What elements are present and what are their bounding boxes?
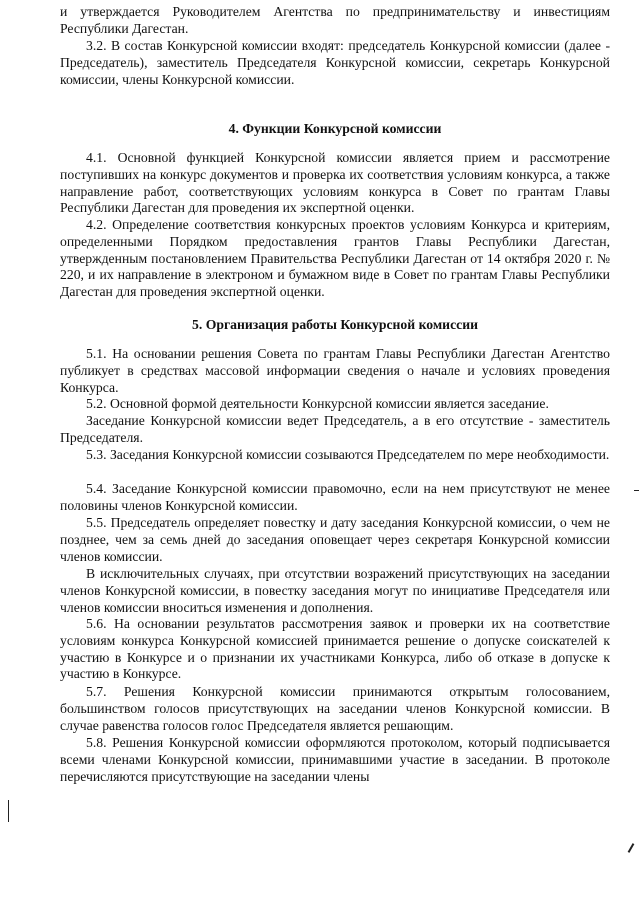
paragraph-5-4: 5.4. Заседание Конкурсной комиссии правомочно, если на нем присутствуют не менее половины членов Конкурсной комиссии. [60, 481, 610, 513]
paragraph-5-3: 5.3. Заседания Конкурсной комиссии созываются Председателем по мере необходимости. [86, 447, 610, 462]
paragraph-5-2-cont: Заседание Конкурсной комиссии ведет Председатель, а в его отсутствие - заместитель Председателя. [60, 413, 610, 445]
scan-mark-right [628, 843, 635, 853]
section-heading-5: 5. Организация работы Конкурсной комиссии [192, 317, 478, 332]
paragraph-5-6: 5.6. На основании результатов рассмотрения заявок и проверки их на соответствие условиям конкурса Конкурсной комиссией принимается решение о допуске соискателей к участию в Конкурсе и о признании их участниками Конкурса, либо об отказе в допуске к участию в Конкурсе. [60, 616, 610, 682]
paragraph-continuation: и утверждается Руководителем Агентства по предпринимательству и инвестициям Республики Дагестан. [60, 4, 610, 36]
paragraph-3-2: 3.2. В состав Конкурсной комиссии входят: председатель Конкурсной комиссии (далее - Председатель), заместитель Председателя Конкурсной комиссии, секретарь Конкурсной комиссии, члены Конкурсной комиссии. [60, 38, 610, 87]
paragraph-5-7: 5.7. Решения Конкурсной комиссии принимаются открытым голосованием, большинством голосов присутствующих на заседании членов Конкурсной комиссии. В случае равенства голосов голос Председателя является решающим. [60, 684, 610, 733]
paragraph-4-1: 4.1. Основной функцией Конкурсной комиссии является прием и рассмотрение поступивших на конкурс документов и проверка их соответствия условиям конкурса, а также направление работ, соответствующих условиям конкурса в Совет по грантам Главы Республики Дагестан для проведения их экспертной оценки. [60, 150, 610, 216]
paragraph-5-5-cont: В исключительных случаях, при отсутствии возражений присутствующих на заседании членов Конкурсной комиссии, в повестку заседания могут по инициативе Председателя или членов комиссии вноситься изменения и дополнения. [60, 566, 610, 615]
section-heading-4: 4. Функции Конкурсной комиссии [228, 121, 442, 136]
paragraph-4-2: 4.2. Определение соответствия конкурсных проектов условиям Конкурса и критериям, определенными Порядком предоставления грантов Главы Республики Дагестан, утвержденным постановлением Правительства Республики Дагестан от 14 октября 2020 г. № 220, и их направление в электроном и бумажном виде в Совет по грантам Главы Республики Дагестан для проведения экспертной оценки. [60, 217, 610, 300]
paragraph-5-1: 5.1. На основании решения Совета по грантам Главы Республики Дагестан Агентство публикует в средствах массовой информации сведения о начале и условиях проведения Конкурса. [60, 346, 610, 395]
paragraph-5-8: 5.8. Решения Конкурсной комиссии оформляются протоколом, который подписывается всеми членами Конкурсной комиссии, принимавшими участие в заседании. В протоколе перечисляются присутствующие на заседании члены [60, 735, 610, 784]
scan-mark-left [8, 800, 9, 822]
scan-mark-dash [634, 490, 639, 491]
paragraph-5-5: 5.5. Председатель определяет повестку и дату заседания Конкурсной комиссии, о чем не позднее, чем за семь дней до заседания оповещает через секретаря Конкурсной комиссии членов комиссии. [60, 515, 610, 564]
paragraph-5-2: 5.2. Основной формой деятельности Конкурсной комиссии является заседание. [86, 396, 549, 411]
